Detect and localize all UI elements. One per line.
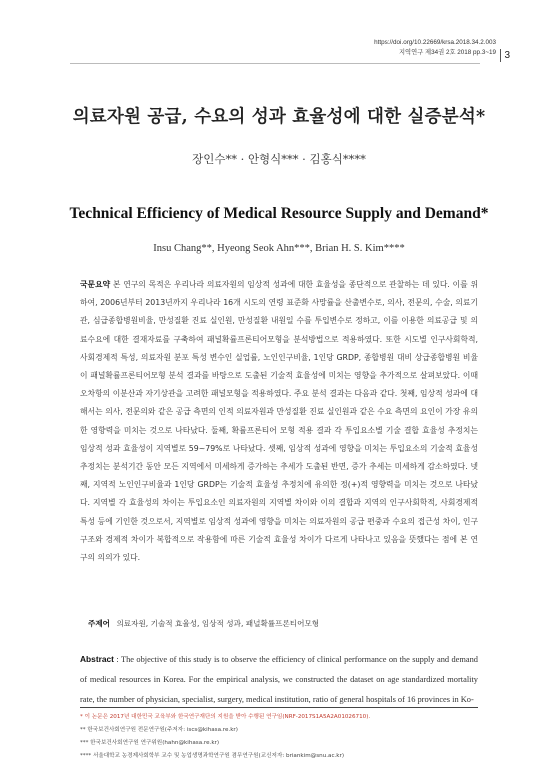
footnote-author-1[interactable]: ** 한국보건사회연구원 전문연구원(주저자: iscs@kihasa.re.kr) (80, 727, 238, 733)
footnote-author-3[interactable]: **** 서울대학교 농경제사회학부 교수 및 농업생명과학연구원 겸무연구원(교신저자: briankim@snu.ac.kr) (80, 753, 345, 759)
keywords-korean (88, 618, 319, 629)
abstract-korean-text: 본 연구의 목적은 우리나라 의료자원의 임상적 성과에 대한 효율성을 종단적으로 관찰하는 데 있다. 이를 위하여, 2006년부터 2013년까지 우리나라 16개 시도의 연령 표준화 사망률을 산출변수로, 의사, 전문의, 수술, 의료기관, 심급종합병원비율, 만성질환 진료 실인원, 만성질환 내원일 수를 투입변수로 정하고, 이를 이용한 의료공급 및 의료수요에 대한 결재자료를 구축하여 패널확률프론티어모형을 분석방법으로 적용하였다. 또한 시도별 인구사회학적, 사회경제적 특성, 의료자원 분포 특성 변수인 실업률, 노인인구비율, 1인당 GRDP, 종합병원 대비 상급종합병원 비율이 패널확률프론티어모형 분석 결과를 바탕으로 도출된 기술적 효율성에 미치는 영향을 추가적으로 살펴보았다. 이때 오차항의 이분산과 자기상관을 고려한 패널모형을 적용하였다. 주요 분석 결과는 다음과 같다. 첫째, 임상적 성과에 대해서는 의사, 전문의와 같은 공급 측면의 인적 의료자원과 만성질환 진료 실인원과 같은 수요 측면의 요인이 가장 유의한 영향력을 미치는 것으로 나타났다. 둘째, 확률프론티어 모형 적용 결과 각 투입요소별 기술 결합 효율성 추정치는 임상적 성과 효율성이 지역별로 59~79%로 나타났다. 셋째, 임상적 성과에 영향을 미치는 투입요소의 기술적 효율성 추정치는 분석기간 동안 모든 지역에서 미세하게 증가하는 추세가 도출된 반면, 증가 추세는 미세하게 감소하였다. 넷째, 지역적 노인인구비율과 1인당 GRDP는 기술적 효율성 추정치에 유의한 정(+)적 영향력을 미치는 것으로 나타났다. 지역별 각 효율성의 차이는 투입요소인 의료자원의 지역별 차이와 이의 결합과 지역의 인구사회학적, 사회경제적 특성 등에 기인한 것으로서, 지역별로 임상적 성과에 영향을 미치는 의료자원의 공급 편중과 수요의 접근성 차이, 인구구조와 경제적 차이가 복합적으로 작용함에 따른 기술적 효율성 차이가 다르게 나타나고 있음을 뜻했다는 점에 본 연구의 의의가 있다. (80, 280, 478, 563)
keywords-text: 의료자원, 기술적 효율성, 임상적 성과, 패널확률프론티어모형 (116, 619, 320, 628)
footnotes (80, 711, 478, 763)
abstract-english-text: : The objective of this study is to observe the efficiency of clinical performance on the supply and demand of medical resources in Korea. For the empirical analysis, we constructed the dataset on age standardized mortality rate, the number of physician, specialist, surgery, medical institution, ratio of general hospitals of 16 provinces in Ko- (80, 655, 478, 704)
page-number: 3 (504, 50, 510, 61)
header-separator (500, 49, 501, 62)
journal-citation: 지역연구 제34권 2호 2018 pp.3~19 (398, 49, 496, 56)
header-rule (70, 63, 480, 64)
footnote-rule (80, 707, 478, 708)
authors-korean: 장인수** · 안형식*** · 김홍식**** (192, 152, 366, 166)
title-english: Technical Efficiency of Medical Resource Supply and Demand* (69, 205, 489, 222)
abstract-english-label: Abstract (80, 654, 114, 664)
abstract-korean-label: 국문요약 (80, 280, 111, 289)
abstract-korean (80, 276, 478, 567)
running-header (374, 38, 496, 58)
abstract-english (80, 649, 478, 710)
footnote-funding: * 이 논문은 2017년 대한민국 교육부와 한국연구재단의 지원을 받아 수행된 연구임(NRF-2017S1A5A2A01026710). (80, 714, 371, 720)
title-korean: 의료자원 공급, 수요의 성과 효율성에 대한 실증분석* (72, 107, 486, 127)
keywords-label: 주제어 (88, 619, 111, 628)
authors-english: Insu Chang**, Hyeong Seok Ahn***, Brian H. S. Kim**** (153, 243, 405, 254)
footnote-author-2[interactable]: *** 한국보건사회연구원 연구위원(hahn@kihasa.re.kr) (80, 740, 220, 746)
doi-link[interactable]: https://doi.org/10.22669/krsa.2018.34.2.003 (374, 39, 496, 46)
